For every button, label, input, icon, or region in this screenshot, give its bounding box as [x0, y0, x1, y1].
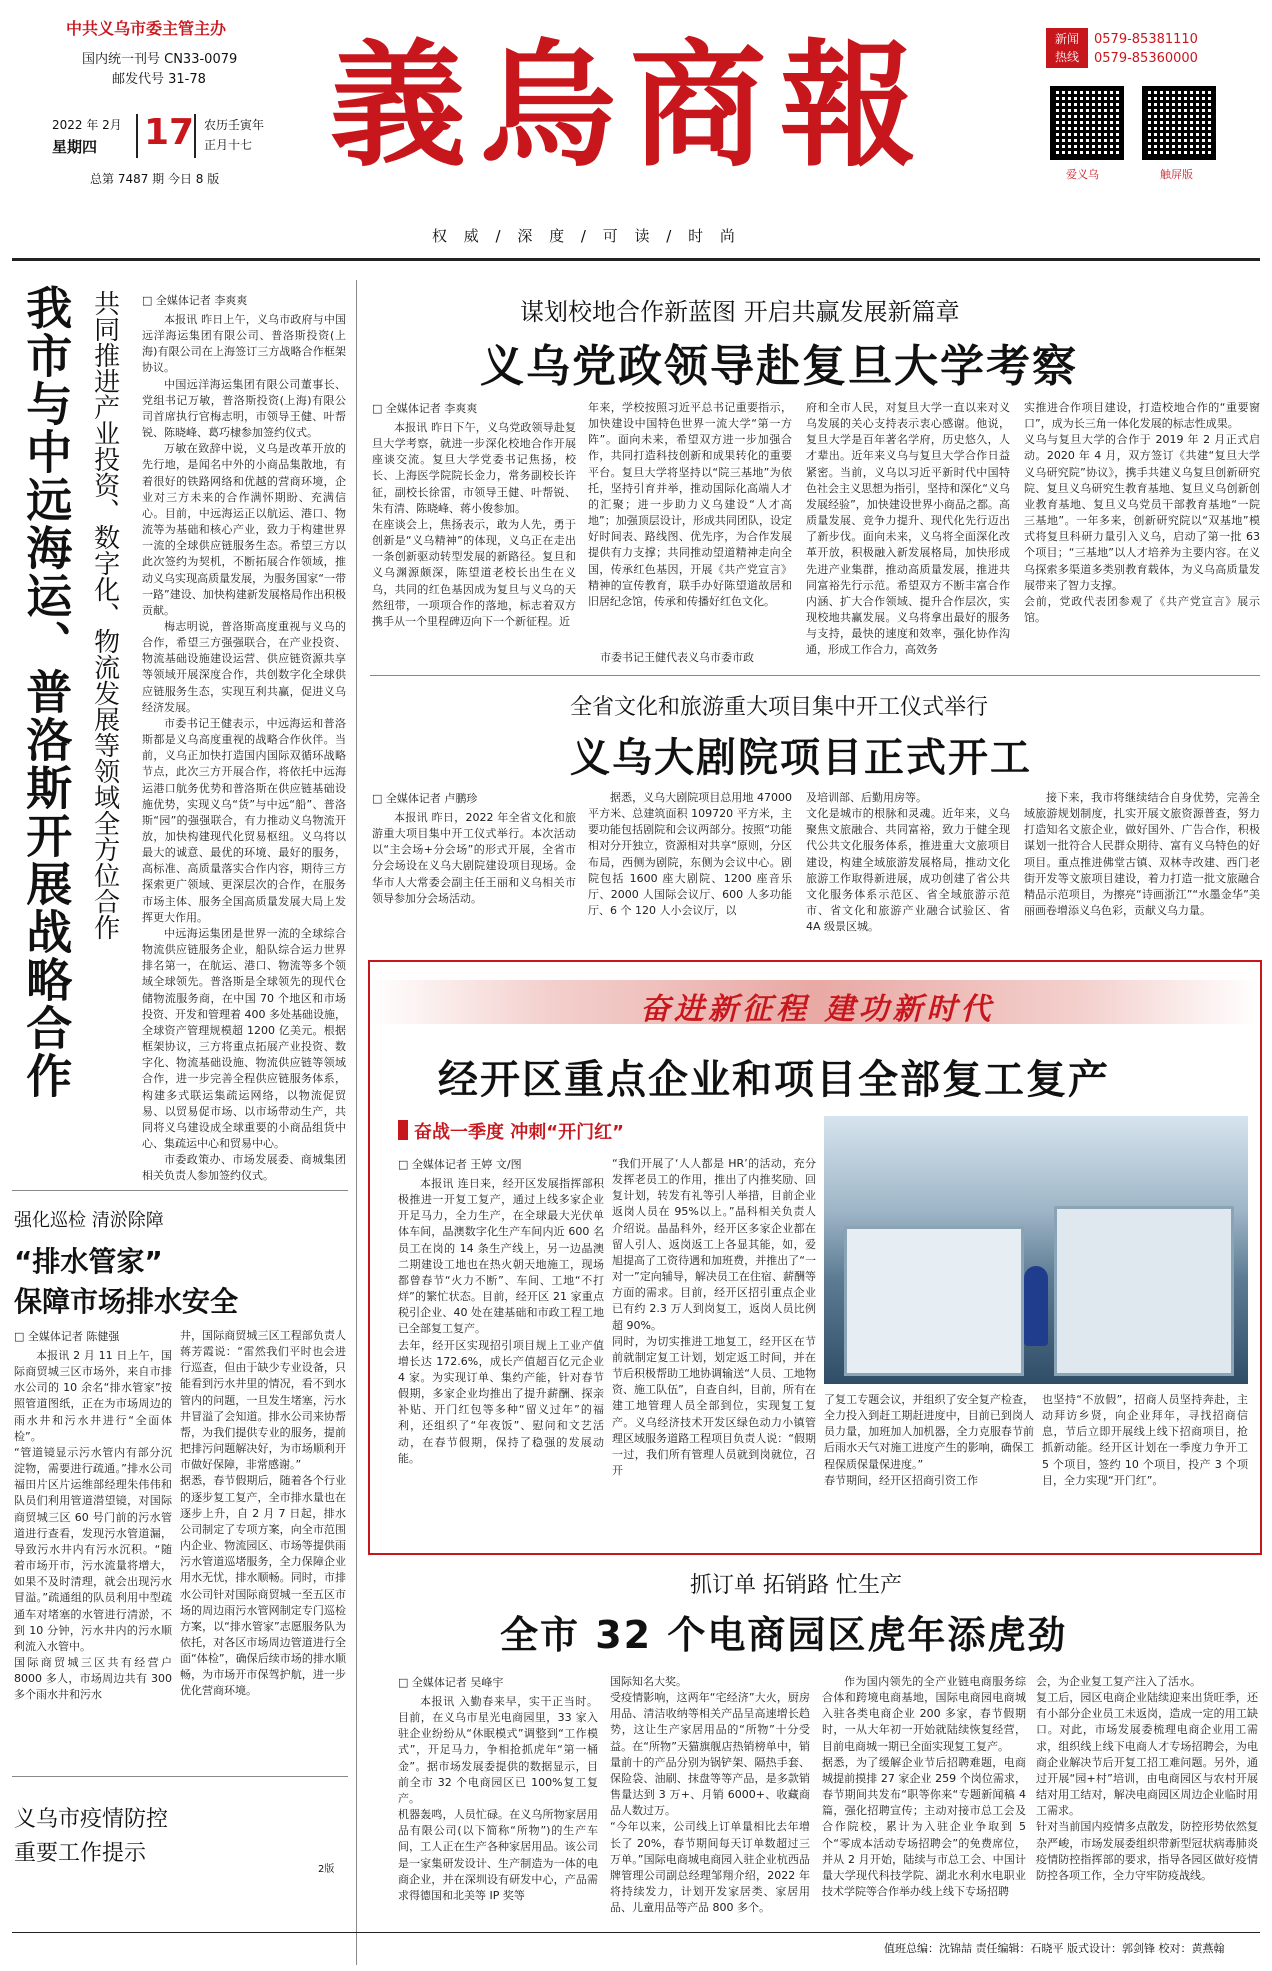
ecommerce-headline: 全市 32 个电商园区虎年添虎劲: [500, 1613, 1068, 1657]
lunar-year: 农历壬寅年: [204, 118, 265, 132]
weekday: 星期四: [52, 138, 98, 156]
theatre-col-2: 据悉，义乌大剧院项目总用地 47000 平方米、总建筑面积 109720 平方米，主要功能包括剧院和会议两部分。按照“功能相对分开独立，资源相对共享“原则，分区布局，西侧为剧院，东侧为会议中心。剧院包括 1600 座大剧院、1200 座音乐厅、2000 人国际会议厅、600 人多功能厅、6 个 120 人小会议厅，以: [588, 791, 792, 918]
recovery-col-2: “我们开展了‘人人都是 HR’的活动，充分发挥老员工的作用，推出了内推奖励、回复计划，转发有礼等引人举措，目前企业返岗人员在 95%以上。”晶科相关负责人介绍说。晶晶科外，经开区多家企业都在留人引人、返岗返工上各显其能，如，爱旭提高了工资待遇和加班费，并推出了“一对一”定向辅导，解决员工在住宿、薪酬等方面的需求。目前，经开区招引重点企业已有约 2.3 万人到岗复工，返岗人员比例超 90%。 同时，为切实推进工地复工，经开区在节前就制定复工计划，划定返工时间，并在节后积极帮助工地协调输送“人员、工地物资、施工队伍”，自查自纠，目前，所有在建工地管理人员全部到位，实现复工复产。义乌经济技术开发区绿色动力小镇管理区域服务道路工程项目负责人说：“假期一过，我们所有管理人员就到岗就位，召开: [612, 1157, 816, 1477]
lead-col-2-note: 市委书记王健代表义乌市委市政: [600, 651, 754, 664]
lead-headline: 义乌党政领导赴复旦大学考察: [480, 341, 1078, 392]
postal: 邮发代号 31-78: [112, 72, 206, 87]
lead-kicker: 谋划校地合作新蓝图 开启共赢发展新篇章: [520, 298, 960, 326]
paragraph: 梅志明说，普洛斯高度重视与义乌的合作，希望三方强强联合，在产业投资、物流基础设施建设运营、供应链资源共享等领域开展深度合作，共创数字化全球供应链服务生态，实现互利共赢，促进义乌经济发展。: [142, 619, 346, 714]
date-divider-right: [194, 114, 196, 158]
drainage-headline-2: 保障市场排水安全: [14, 1285, 239, 1318]
newspaper-title: 義烏商報: [330, 26, 930, 186]
theatre-kicker: 全省文化和旅游重大项目集中开工仪式举行: [570, 695, 989, 720]
hotline-label-2: 热线: [1054, 50, 1079, 64]
hotline-label-1: 新闻: [1054, 32, 1079, 46]
date-divider-left: [136, 114, 138, 158]
lead-col-4: 实推进合作项目建设，打造校地合作的“重要窗口”，成为长三角一体化发展的标志性成果。 义乌与复旦大学的合作于 2019 年 2 月正式启动。2020 年 4 月，双方签订《共建“复旦大学义乌研究院”协议》，携手共建义乌复旦创新研究院、复旦义乌研究生教育基地、复旦义乌创新创业教育基地、复旦义乌党员干部教育基地“一院三基地”。一年多来，创新研究院以“双基地”模式将复旦科研力量引入义乌，启动了第一批 63 个项目；“三基地”以人才培养为主要内容。在义乌探索多渠道多类别教育载体，为义乌高质量发展带来了智力支撑。 会前，党政代表团参观了《共产党宣言》展示馆。: [1024, 401, 1260, 625]
drainage-col-2: 井，国际商贸城三区工程部负责人蒋芳霞说：“雷然我们平时也会进行巡查，但由于缺少专业设备，只能看到污水井里的情况，看不到水管内的问题，一旦发生堵塞，污水井冒溢了会知道。排水公司来协帮帮，为我们提供专业的服务，提前把排污问题解决好，为市场顺利开市做好保障，非常感谢。” 据悉，春节假期后，随着各个行业的逐步复工复产，全市排水量也在逐步上升，自 2 月 7 日起，排水公司制定了专项方案，向全市范围内企业、物流园区、市场等提供雨污水管道巡堵服务，全力保障企业用水无忧，排水顺畅。同时，市排水公司针对国际商贸城一至五区市场的周边雨污水管网制定专门巡检方案，以“排水管家”志愿服务队为依托，对各区市场周边管道进行全面“体检”，确保后续市场的排水顺畅，为市场开市保驾护航，进一步优化营商环境。: [180, 1329, 346, 1698]
left-section-rule: [12, 1776, 348, 1777]
tag-marker-icon: [398, 1120, 408, 1140]
paragraph: 市委政策办、市场发展委、商城集团相关负责人参加签约仪式。: [142, 1153, 346, 1183]
photo-machine: [1054, 1206, 1234, 1376]
left-feature-headline: 我市与中远海运、普洛斯开展战略合作: [19, 284, 74, 1100]
lead-col-3: 府和全市人民，对复旦大学一直以来对义乌发展的关心支持表示衷心感谢。他说，复旦大学是百年著名学府，历史悠久，人才辈出。近年来义乌与复旦大学合作日益紧密。当前，义乌以习近平新时代中国特色社会主义思想为指引，坚持和深化“义乌发展经验”，加快建设世界小商品之都。高质量发展、竞争力提升、现代化先行迈出了新步伐。面向未来，义乌将全面深化改革开放，积极融入新发展格局，加快形成先进产业集群，推动高质量发展，推进共同富裕先行示范。希望双方不断丰富合作内涵、扩大合作领域、提升合作层次，实现校地共赢发展。义乌将拿出最好的服务与支持，最快的速度和效率，强化协作沟通，形成工作合力，高效务: [806, 401, 1010, 657]
hotline-badge: [1046, 28, 1088, 68]
ecommerce-col-2: 国际知名大奖。 受疫情影响，这两年“宅经济”大火，厨房用品、清洁收纳等相关产品呈高速增长趋势，这让生产家居用品的“所物”十分受益。在“所物”天猫旗舰店热销榜单中，销量前十的产品分别为锅铲架、隔热手套、保险袋、油刷、抹盘等等产品，是多款销售量达到 3 万+、月销 6000+、收藏商品人数过万。 “今年以来，公司线上订单量相比去年增长了 20%，春节期间每天订单数超过三万单。”国际电商城电商园入驻企业杭西品牌管理公司副总经理邹翔介绍，2022 年将持续发力，计划开发家居类、家居用品、儿童用品等产品 800 多个。: [610, 1675, 810, 1915]
drainage-col-1: 本报讯 2 月 11 日上午，国际商贸城三区市场外，来自市排水公司的 10 余名“排水管家”按照管道图纸，正在为市场周边的雨水井和污水井进行“全面体检”。 “管道镜显示污水管内有部分沉淀物，需要进行疏通。”排水公司福田片区片运维部经理朱伟伟和队员们利用管道潜望镜，对国际商贸城三区 60 号门前的污水管道进行查看，发现污水管道漏，导致污水井内有污水沉积。“随着市场开市，污水流量将增大，如果不及时清理，就会出现污水冒溢。”疏通组的队员利用中型疏通车对堵塞的水管进行清淤，不到 10 分钟，污水井内的污水顺利流入水管中。 国际商贸城三区共有经营户 8000 多人，市场周边共有 300 多个雨水井和污水: [14, 1349, 172, 1702]
recovery-tag: [398, 1116, 648, 1144]
photo-worker: [1024, 1266, 1048, 1346]
banner-text: 奋进新征程 建功新时代: [640, 992, 995, 1027]
ecommerce-col-3: 作为国内领先的全产业链电商服务综合体和跨境电商基地，国际电商园电商城入驻各类电商企业 200 多家，春节假期时，一从大年初一开始就陆续恢复经营，目前电商城一期已全面实现复工复产。 据悉，为了缓解企业节后招聘难题，电商城提前摸排 27 家企业 259 个岗位需求，春节期间共发布“职等你来“专题新闻稿 4 篇，强化招聘宣传；主动对接市总工会及合作院校，累计为入驻企业争取到 5 个“零成本活动专场招聘会”的免费席位，并从 2 月开始，陆续与市总工会、中国计量大学现代科技学院、湖北水利水电职业技术学院等合作举办线上线下专场招聘: [822, 1675, 1026, 1899]
sponsor: 中共义乌市委主管主办: [66, 19, 227, 38]
theatre-byline: □ 全媒体记者 卢鹏珍: [372, 790, 477, 806]
left-section-rule: [12, 1190, 348, 1191]
lead-col-1: 本报讯 昨日下午，义乌党政领导赴复旦大学考察，就进一步深化校地合作开展座谈交流。复旦大学党委书记焦扬，校长、上海医学院院长金力，常务副校长许征，副校长徐雷，市领导王健、叶帮锐、朱有清、陈晓峰、蒋小俊参加。 在座谈会上，焦扬表示，敢为人先，勇于创新是“义乌精神”的体现，义乌正在走出一条创新驱动转型发展的新路径。复旦和义乌渊源颇深，陈望道老校长出生在义乌，共同的红色基因成为复旦与义乌的天然纽带，一项项合作的落地，标志着双方携手从一个里程碑迈向下一个新征程。近: [372, 421, 576, 628]
day-number: 17: [144, 112, 195, 153]
issn: 国内统一刊号 CN33-0079: [82, 52, 238, 67]
ecommerce-col-4: 会，为企业复工复产注入了活水。 复工后，园区电商企业陆续迎来出货旺季，还有小部分企业员工未返岗，造成一定的用工缺口。对此，市场发展委梳理电商企业用工需求，组织线上线下电商人才专场招聘会，为电商企业解决节后开复工招工难问题。另外，通过开展“园+村”培训，由电商园区与农村开展结对用工结对，解决电商园区周边企业临时用工需求。 针对当前国内疫情多点散发，防控形势依然复杂严峻，市场发展委组织带新型冠状病毒肺炎疫情防控指挥部的要求，指导各园区做好疫情防控各项工作，全力守牢防疫战线。: [1036, 1675, 1258, 1882]
ecommerce-col-1: 本报讯 入勤春来早，实干正当时。目前，在义乌市星光电商园里，33 家入驻企业纷纷从“休眠模式”调整到“工作模式”，开足马力，争相抢抓虎年“第一桶金”。据市场发展委提供的数据显示，目前全市 32 个电商园区已 100%复工复产。 机器轰鸣，人员忙碌。在义乌所物家居用品有限公司(以下简称“所物”)的生产车间，工人正在生产各种家居用品。该公司是一家集研发设计、生产制造为一体的电商企业，并在深圳设有研发中心，产品需求得德国和北美等 IP 奖等: [398, 1695, 598, 1902]
slogan: 权 威 / 深 度 / 可 读 / 时 尚: [432, 227, 741, 245]
recovery-tag-text: 奋战一季度 冲刺“开门红”: [414, 1122, 624, 1143]
lunar-day: 正月十七: [204, 138, 253, 152]
masthead: [0, 0, 1272, 255]
footer-credits: 值班总编：沈锦喆 责任编辑：石晓平 版式设计：郭剑锋 校对：黄燕翰: [884, 1942, 1225, 1955]
epidemic-page-ref[interactable]: 2版: [318, 1864, 335, 1875]
masthead-rule: [12, 258, 1260, 261]
qr-code-app-icon[interactable]: [1050, 86, 1124, 160]
date-box: [52, 112, 282, 162]
theatre-col-3: 及培训部、后勤用房等。 文化是城市的根脉和灵魂。近年来，义乌聚焦文旅融合、共同富裕，致力于健全现代公共文化服务体系，推进重大文旅项目建设，构建全域旅游发展格局，推动文化旅游工作取得新进展，成功创建了省公共文化服务体系示范区、省全域旅游示范市、省文化和旅游产业融合试验区、省 4A 级景区城。: [806, 791, 1010, 934]
left-feature-subhead: 共同推进产业投资、数字化、物流发展等领域全方位合作: [89, 290, 120, 940]
drainage-headline-1: “排水管家”: [14, 1245, 163, 1278]
recovery-col-1: 本报讯 连日来，经开区发展指挥部积极推进一开复工复产，通过上线多家企业开足马力，全力生产，在全球最大光伏单体车间，晶澳数字化生产车间内近 600 名员工在岗的 14 条生产线上，另一边晶澳二期建设工地也在热火朝天地施工，现场都曾春节“火力不断”、车间、工地“不打烊”的繁忙状态。目前，经开区 21 家重点税引企业、40 处在建基础和市政工程工地已全部复工复产。 去年，经开区实现招引项目规上工业产值增长达 172.6%，成长产值超百亿元企业 4 家。为实现订单、集约产能，针对春节假期，多家企业均推出了提升薪酬、探亲补贴、开门红包等多种“留义过年”的福利，还组织了“年夜饭”、慰问和文艺活动，在春节假期，保持了稳强的发展动能。: [398, 1177, 604, 1465]
theatre-headline: 义乌大剧院项目正式开工: [570, 735, 1032, 781]
paragraph: 万敏在致辞中说，义乌是改革开放的先行地，是闻名中外的小商品集散地，有着很好的铁路网络和优越的营商环境，企业对三方未来的合作满怀期盼、充满信心。目前，中远海运正以航运、港口、物流等为基础和核心产业，致力于构建世界一流的全球供应链服务生态。希望三方以此次签约为契机，不断拓展合作领域，推动义乌实现高质量发展，为服务国家“一带一路”建设、加快构建新发展格局作出积极贡献。: [142, 442, 346, 617]
lead-byline: □ 全媒体记者 李爽爽: [372, 400, 477, 416]
paragraph: 中国远洋海运集团有限公司董事长、党组书记万敏，普洛斯投资(上海)有限公司首席执行官梅志明，市领导王健、叶帮锐、陈晓峰、葛巧棣参加签约仪式。: [142, 377, 346, 440]
section-rule: [370, 675, 1260, 676]
phone-1: 0579-85381110: [1094, 32, 1198, 47]
ecommerce-byline: □ 全媒体记者 吴峰宇: [398, 1674, 503, 1690]
year-month: 2022 年 2月: [52, 118, 122, 132]
theatre-col-1: 本报讯 昨日，2022 年全省文化和旅游重大项目集中开工仪式举行。本次活动以“主会场+分会场”的形式开展，全省市分会场设在义乌大剧院建设项目现场。金华市人大常委会副主任王丽和义乌相关市领导参加分会场活动。: [372, 811, 576, 905]
paragraph: 中远海运集团是世界一流的全球综合物流供应链服务企业，船队综合运力世界排名第一，在航运、港口、物流等多个领域全球领先。普洛斯是全球领先的现代仓储物流服务商，在中国 70 个地区和市场投资、开发和管理着 400 多处基础设施，全球资产管理规模超 1200 亿美元。根据框架协议，三方将重点拓展产业投资、数字化、物流基础设施、物流供应链等领域合作，进一步完善全程供应链服务体系，构建多式联运集疏运网络，以物流促贸易、以贸易促市场、以市场带动生产，共同将义乌建设成全球重要的小商品组货中心、集疏运中心和贸易中心。: [142, 926, 346, 1150]
factory-photo: [824, 1116, 1248, 1384]
column-rule: [356, 280, 357, 1965]
issue-info: 总第 7487 期 今日 8 版: [90, 172, 220, 186]
drainage-byline: □ 全媒体记者 陈健强: [14, 1328, 119, 1344]
photo-machine: [844, 1226, 1024, 1376]
recovery-col-4: 也坚持“不放假”，招商人员坚持奔赴，主动拜访乡贤，向企业拜年，寻找招商信息，节后立即开展线上线下招商项目，抢抓新动能。经开区计划在一季度力争开工 5 个项目，签约 10 个项目，投产 3 个项目，全力实现“开门红”。: [1042, 1393, 1248, 1487]
footer-rule: [12, 1932, 1260, 1933]
lead-col-2: 年来，学校按照习近平总书记重要指示，加快建设中国特色世界一流大学“第一方阵”。面向未来，希望双方进一步加强合作，共同打造科技创新和成果转化的重要平台。复旦大学将坚持以“院三基地”为依托，坚持引育并举，推动国际化高端人才的汇聚；进一步助力义乌建设“人才高地”；加强顶层设计，形成共同团队，设定好时间表、路线图、优先序，为合作发展提供有力支撑；共同推动望道精神走向全国，传承红色基因，开展《共产党宣言》精神的宣传教育，联手办好陈望道故居和旧居纪念馆，传承和传播好红色文化。: [588, 401, 792, 608]
recovery-headline: 经开区重点企业和项目全部复工复产: [438, 1057, 1110, 1103]
left-feature-byline: □ 全媒体记者 李爽爽: [142, 292, 247, 308]
paragraph: 本报讯 昨日上午，义乌市政府与中国远洋海运集团有限公司、普洛斯投资(上海)有限公司在上海签订三方战略合作框架协议。: [142, 313, 346, 375]
drainage-kicker: 强化巡检 清淤除障: [14, 1210, 164, 1231]
paragraph: 市委书记王健表示，中远海运和普洛斯都是义乌高度重视的战略合作伙伴。当前，义乌正加快打造国内国际双循环战略节点，此次三方开展合作，将依托中远海运港口航务优势和普洛斯在供应链基础设施优势，实现义乌“货”与中远“船”、普洛斯“园”的强强联合，有力推动义乌物流开放，加快构建现代化贸易枢纽。义乌将以最大的诚意、最优的环境、最好的服务，高标准、高质量落实合作内容，期待三方探索更广领域、更深层次的合作，在服务市场主体、服务全国高质量发展大局上发挥更大作用。: [142, 716, 346, 924]
qr-label-mobile: 触屏版: [1160, 168, 1193, 181]
ecommerce-kicker: 抓订单 拓销路 忙生产: [690, 1573, 902, 1598]
left-feature-body: [142, 312, 346, 1192]
qr-label-app: 爱义乌: [1066, 168, 1099, 181]
epidemic-note-line-2[interactable]: 重要工作提示: [14, 1841, 147, 1866]
phone-2: 0579-85360000: [1094, 51, 1198, 66]
epidemic-note-line-1[interactable]: 义乌市疫情防控: [14, 1807, 169, 1832]
recovery-col-3: 了复工专题会议，并组织了安全复产检查，全力投入到赶工期赶进度中，目前已到岗人员力量，加班加人加机器，全力克服春节前后雨水天气对施工进度产生的影响，确保工程保质保量保进度。” 春节期间，经开区招商引资工作: [824, 1393, 1034, 1487]
qr-code-mobile-icon[interactable]: [1142, 86, 1216, 160]
recovery-byline: □ 全媒体记者 王婷 文/图: [398, 1156, 522, 1172]
theatre-col-4: 接下来，我市将继续结合自身优势，完善全域旅游规划制度，扎实开展文旅资源普查，努力打造知名文旅企业，做好国外、广告合作，积极谋划一批符合人民群众期待、富有义乌特色的好项目。重点推进佛堂古镇、双林寺改建、西门老街开发等文旅项目建设，着力打造一批文旅融合精品示范项目，为擦亮“诗画浙江”“水墨金华”美丽画卷增添义乌色彩，贡献义乌力量。: [1024, 791, 1260, 918]
